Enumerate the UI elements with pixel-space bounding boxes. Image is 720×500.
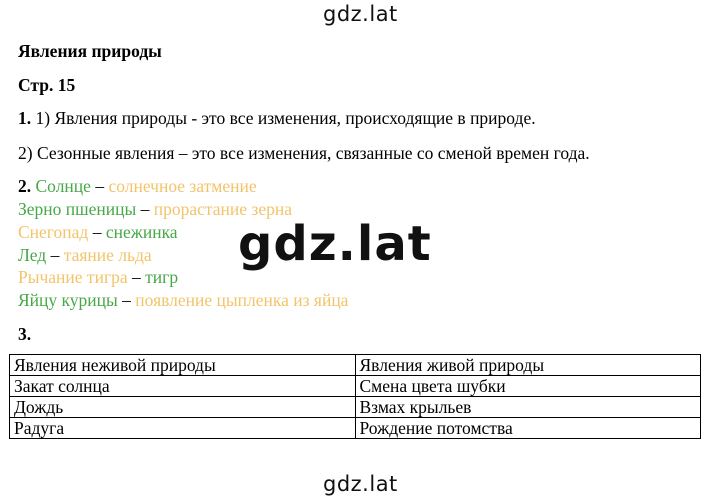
pair-left-green: Лед: [18, 245, 47, 265]
pair-row: [18, 290, 348, 310]
table-header-cell: Явления неживой природы: [10, 355, 356, 376]
pair-right-green: снежинка: [105, 222, 178, 242]
answer-1-text-1: 1) Явления природы - это все изменения, происходящие в природе.: [31, 108, 536, 128]
question-1-number: 1.: [18, 108, 32, 128]
table-cell: Радуга: [10, 418, 356, 439]
pair-left-green: Зерно пшеницы: [18, 199, 137, 219]
table-header-cell: Явления живой природы: [355, 355, 701, 376]
table-cell: Взмах крыльев: [355, 397, 701, 418]
pair-row: [18, 176, 257, 196]
answer-1-line-2: 2) Сезонные явления – это все изменения, связанные со сменой времен года.: [18, 143, 590, 163]
answer-1-line-1: [18, 108, 536, 128]
pair-left-green: Яйцу курицы: [18, 290, 118, 310]
pair-left-yellow: Рычание тигра: [18, 267, 128, 287]
question-3-number: 3.: [18, 324, 32, 344]
pair-row: [18, 222, 178, 242]
pair-separator: –: [46, 245, 64, 265]
table-header-row: [10, 355, 701, 376]
table-row: [10, 376, 701, 397]
pair-separator: –: [136, 199, 154, 219]
page-title: Явления природы: [18, 41, 162, 61]
table-cell: Смена цвета шубки: [355, 376, 701, 397]
phenomena-table: [9, 354, 701, 439]
pair-separator: –: [90, 176, 109, 196]
pair-separator: –: [117, 290, 136, 310]
watermark-bottom: gdz.lat: [323, 472, 398, 496]
pair-right-yellow: таяние льда: [63, 245, 152, 265]
watermark-middle: gdz.lat: [238, 216, 432, 272]
pair-right-green: тигр: [145, 267, 179, 287]
table-cell: Закат солнца: [10, 376, 356, 397]
table-row: [10, 418, 701, 439]
page-number: Стр. 15: [18, 75, 76, 95]
watermark-top: gdz.lat: [323, 2, 398, 26]
table-cell: Дождь: [10, 397, 356, 418]
pair-separator: –: [88, 222, 106, 242]
pair-left-green: Солнце: [35, 176, 91, 196]
pair-left-yellow: Снегопад: [18, 222, 89, 242]
table-row: [10, 397, 701, 418]
pair-row: [18, 245, 152, 265]
question-2-number: 2.: [18, 176, 32, 196]
pair-separator: –: [127, 267, 146, 287]
pair-right-yellow: появление цыпленка из яйца: [135, 290, 349, 310]
pair-row: [18, 267, 178, 287]
pair-right-yellow: прорастание зерна: [153, 199, 292, 219]
table-cell: Рождение потомства: [355, 418, 701, 439]
pair-right-yellow: солнечное затмение: [108, 176, 257, 196]
